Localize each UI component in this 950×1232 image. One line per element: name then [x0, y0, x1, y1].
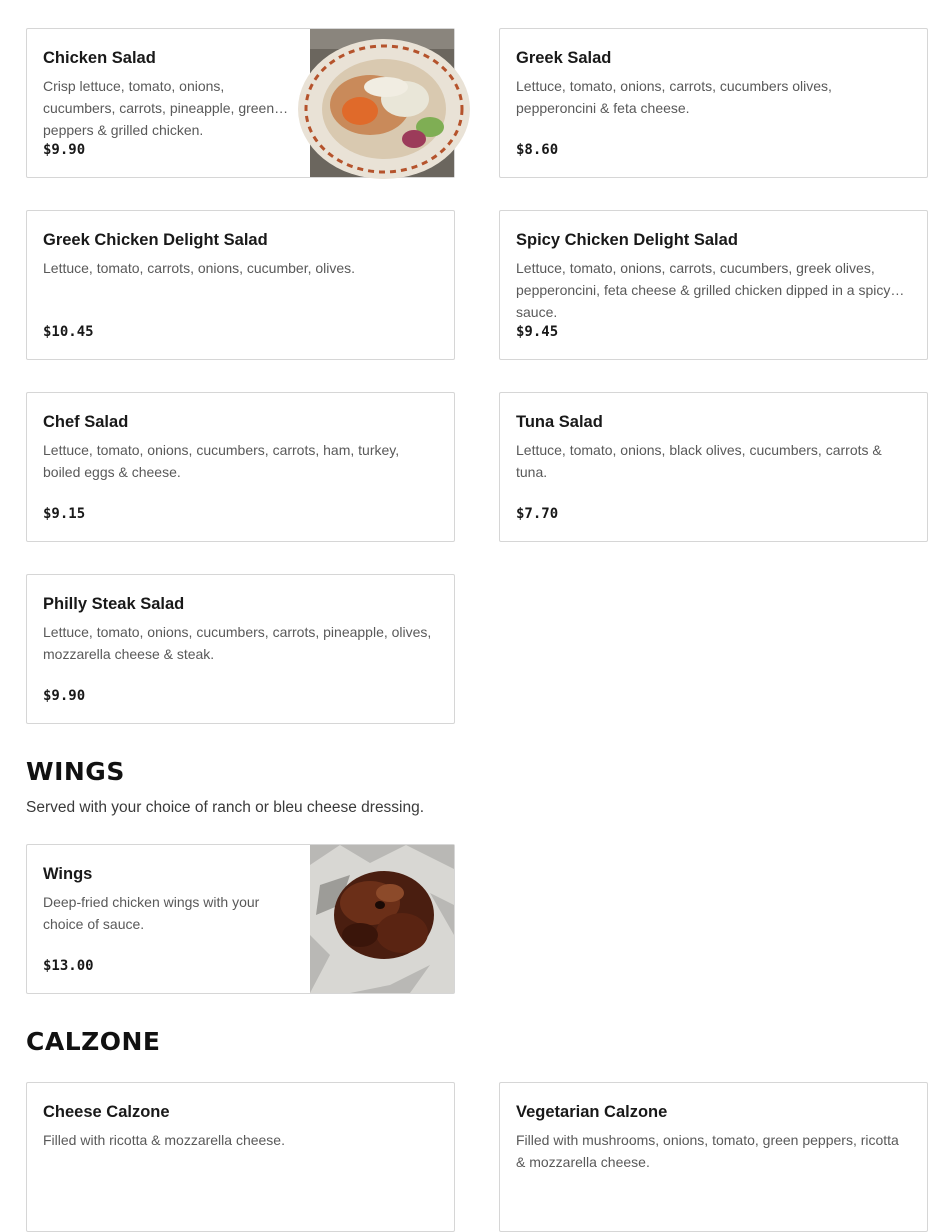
- menu-item-card[interactable]: [26, 574, 455, 724]
- chicken-salad-photo: [310, 29, 454, 177]
- menu-item-name: Vegetarian Calzone: [516, 1103, 668, 1121]
- menu-item-name: Cheese Calzone: [43, 1103, 170, 1121]
- menu-item-description: Lettuce, tomato, carrots, onions, cucumber, olives.: [43, 260, 356, 276]
- menu-item-name: Wings: [43, 865, 93, 883]
- menu-item-price: $9.45: [516, 324, 559, 340]
- menu-item-name: Philly Steak Salad: [43, 595, 185, 613]
- menu-item-description: Crisp lettuce, tomato, onions, cucumbers, carrots, pineapple, green peppers & grilled chicken.: [43, 78, 275, 138]
- menu-item-name: Greek Chicken Delight Salad: [43, 231, 268, 249]
- menu-item-price: $8.60: [516, 142, 559, 158]
- menu-item-price: $10.45: [43, 324, 94, 340]
- menu-item-description: Lettuce, tomato, onions, carrots, cucumbers olives, pepperoncini & feta cheese.: [516, 78, 832, 116]
- menu-item-description: Filled with ricotta & mozzarella cheese.: [43, 1132, 285, 1148]
- section-title-wings: WINGS: [26, 757, 125, 786]
- menu-item-description: Lettuce, tomato, onions, cucumbers, carrots, ham, turkey, boiled eggs & cheese.: [43, 442, 400, 480]
- menu-item-name: Greek Salad: [516, 49, 612, 67]
- menu-item-description: Filled with mushrooms, onions, tomato, green peppers, ricotta & mozzarella cheese.: [516, 1132, 899, 1170]
- menu-item-card[interactable]: [26, 1082, 455, 1232]
- menu-item-card[interactable]: [499, 392, 928, 542]
- menu-item-name: Chicken Salad: [43, 49, 156, 67]
- section-subtitle-wings: Served with your choice of ranch or bleu cheese dressing.: [26, 799, 425, 816]
- menu-item-description: Deep-fried chicken wings with your choice of sauce.: [43, 894, 260, 932]
- wings-photo: [310, 845, 454, 993]
- menu-item-card[interactable]: [499, 1082, 928, 1232]
- menu-item-card[interactable]: [26, 392, 455, 542]
- menu-item-price: $9.90: [43, 688, 86, 704]
- menu-item-card[interactable]: [26, 210, 455, 360]
- menu-item-card[interactable]: [26, 28, 455, 178]
- menu-item-price: $13.00: [43, 958, 94, 974]
- menu-item-name: Spicy Chicken Delight Salad: [516, 231, 738, 249]
- menu-item-price: $7.70: [516, 506, 559, 522]
- section-title-calzone: CALZONE: [26, 1027, 161, 1056]
- menu-item-price: $9.15: [43, 506, 86, 522]
- menu-item-card[interactable]: [499, 210, 928, 360]
- menu-item-card[interactable]: [26, 844, 455, 994]
- menu-item-price: $9.90: [43, 142, 86, 158]
- menu-item-name: Chef Salad: [43, 413, 129, 431]
- menu-item-description: Lettuce, tomato, onions, cucumbers, carrots, pineapple, olives, mozzarella cheese & steak.: [43, 624, 432, 662]
- menu-item-description: Lettuce, tomato, onions, carrots, cucumbers, greek olives, pepperoncini, feta cheese & grilled chicken dipped in a spicy sauce.: [516, 260, 891, 320]
- menu-item-name: Tuna Salad: [516, 413, 603, 431]
- menu-item-description: Lettuce, tomato, onions, black olives, cucumbers, carrots & tuna.: [516, 442, 882, 480]
- menu-item-card[interactable]: [499, 28, 928, 178]
